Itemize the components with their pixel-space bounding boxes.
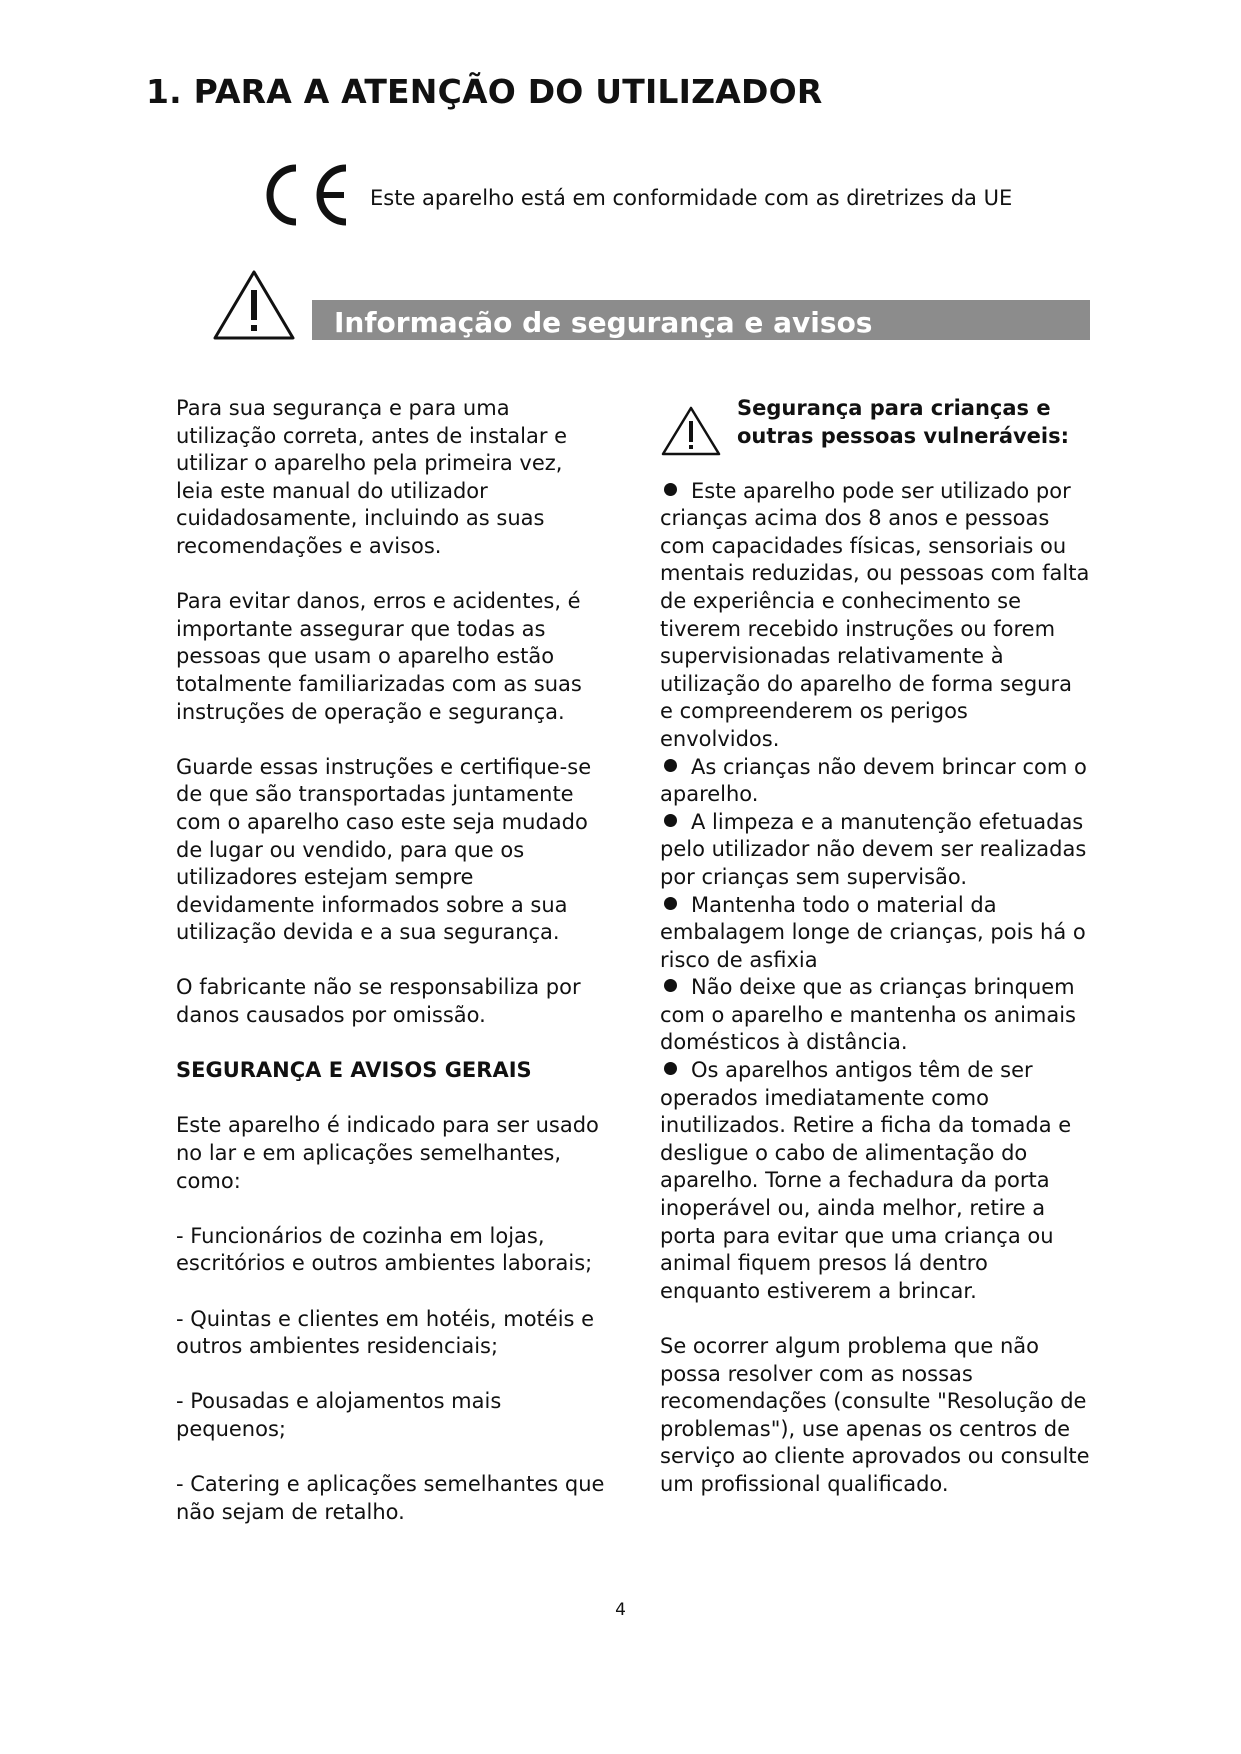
bullet-dot-icon <box>664 1062 677 1075</box>
bullet-item <box>660 892 1090 975</box>
page-number: 4 <box>615 1600 626 1620</box>
ce-mark-icon <box>262 160 352 230</box>
usage-paragraph: - Quintas e clientes em hotéis, motéis e outros ambientes residenciais; <box>176 1306 595 1359</box>
bullet-item <box>660 809 1090 892</box>
bullet-dot-icon <box>664 483 677 496</box>
bullet-dot-icon <box>664 897 677 910</box>
bullet-dot-icon <box>664 979 677 992</box>
bullet-text: Este aparelho pode ser utilizado por crianças acima dos 8 anos e pessoas com capacidades físicas, sensoriais ou mentais reduzidas, ou pessoas com falta de experiência e conhecimento se tiverem recebido instruções ou forem supervisionadas relativamente à utilização do aparelho de forma segura e compreenderem os perigos envolvidos. <box>660 478 1090 751</box>
bullet-text: As crianças não devem brincar com o aparelho. <box>660 754 1087 807</box>
bullet-item <box>660 478 1090 754</box>
bullet-text: Mantenha todo o material da embalagem longe de crianças, pois há o risco de asfixia <box>660 892 1086 972</box>
bullet-item <box>660 1057 1090 1305</box>
left-column <box>176 395 606 1554</box>
ce-conformity-block <box>262 160 1062 230</box>
section-banner: Informação de segurança e avisos <box>312 300 1090 340</box>
intro-paragraph: Guarde essas instruções e certifique-se de que são transportadas juntamente com o aparelho caso este seja mudado de lugar ou vendido, para que os utilizadores estejam sempre devidamente informados sobre a sua utilização devida e a sua segurança. <box>176 754 592 945</box>
right-column <box>660 395 1090 1499</box>
child-safety-heading: Segurança para crianças e outras pessoas vulneráveis: <box>737 396 1070 448</box>
bullet-text: Os aparelhos antigos têm de ser operados imediatamente como inutilizados. Retire a ficha da tomada e desligue o cabo de alimentação do aparelho. Torne a fechadura da porta inoperável ou, ainda melhor, retire a porta para evitar que uma criança ou animal fiquem presos lá dentro enquanto estiverem a brincar. <box>660 1058 1072 1303</box>
warning-triangle-icon <box>660 405 722 457</box>
warning-triangle-icon <box>211 268 297 342</box>
intro-paragraph: O fabricante não se responsabiliza por danos causados por omissão. <box>176 975 581 1028</box>
bullet-item <box>660 754 1090 809</box>
child-safety-header <box>660 395 1090 450</box>
bullet-dot-icon <box>664 759 677 772</box>
service-paragraph: Se ocorrer algum problema que não possa resolver com as nossas recomendações (consulte "Resolução de problemas"), use apenas os centros de serviço ao cliente aprovados ou consulte um profissional qualificado. <box>660 1334 1090 1496</box>
general-safety-subheading: SEGURANÇA E AVISOS GERAIS <box>176 1058 532 1083</box>
usage-paragraph: - Catering e aplicações semelhantes que não sejam de retalho. <box>176 1472 605 1524</box>
usage-paragraph: Este aparelho é indicado para ser usado no lar e em aplicações semelhantes, como: <box>176 1113 599 1193</box>
intro-paragraph: Para sua segurança e para uma utilização correta, antes de instalar e utilizar o aparelho pela primeira vez, leia este manual do utilizador cuidadosamente, incluindo as suas recomendações e avisos. <box>176 396 568 558</box>
page-title: 1. PARA A ATENÇÃO DO UTILIZADOR <box>146 72 823 111</box>
bullet-dot-icon <box>664 814 677 827</box>
bullet-item <box>660 974 1090 1057</box>
intro-paragraph: Para evitar danos, erros e acidentes, é importante assegurar que todas as pessoas que usam o aparelho estão totalmente familiarizadas com as suas instruções de operação e segurança. <box>176 589 582 724</box>
usage-paragraph: - Funcionários de cozinha em lojas, escritórios e outros ambientes laborais; <box>176 1223 593 1276</box>
ce-statement: Este aparelho está em conformidade com as diretrizes da UE <box>370 186 1013 210</box>
usage-paragraph: - Pousadas e alojamentos mais pequenos; <box>176 1389 502 1441</box>
bullet-text: A limpeza e a manutenção efetuadas pelo utilizador não devem ser realizadas por crianças sem supervisão. <box>660 809 1087 889</box>
bullet-text: Não deixe que as crianças brinquem com o aparelho e mantenha os animais domésticos à distância. <box>660 975 1077 1055</box>
